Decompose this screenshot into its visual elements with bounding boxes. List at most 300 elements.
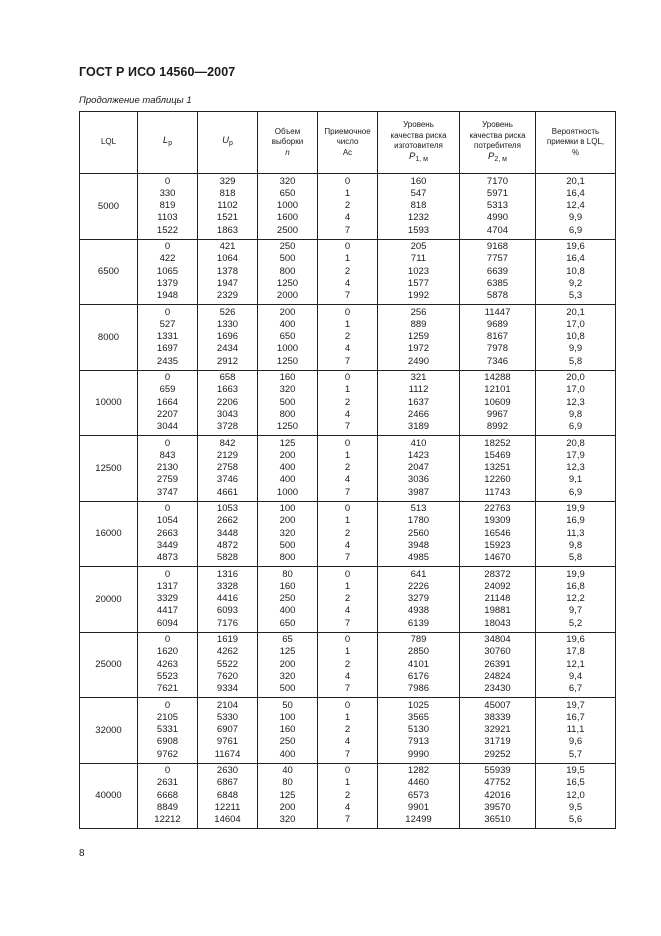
cell-value: 4 [344, 212, 351, 224]
cell-acceptance-number [318, 501, 378, 567]
cell-acceptance-number [318, 305, 378, 371]
cell-value: 9,8 [568, 539, 583, 551]
cell-value: 1 [344, 515, 351, 527]
cell-value: 200 [279, 449, 296, 461]
cell-value: 3987 [407, 486, 430, 498]
cell-value: 200 [279, 658, 296, 670]
table-row [80, 632, 616, 698]
cell-consumer-risk-quality [460, 501, 536, 567]
cell-value: 9,5 [568, 801, 583, 813]
cell-value: 125 [279, 646, 296, 658]
header-consumer-risk-quality: Уровень качества риска потребителя P2, м [460, 112, 536, 174]
table-header-row [80, 112, 616, 174]
cell-value: 3036 [407, 474, 430, 486]
cell-value: 1619 [216, 634, 239, 645]
cell-lql: 25000 [80, 632, 138, 698]
cell-value: 6094 [156, 617, 179, 629]
cell-value: 16,8 [566, 580, 585, 592]
cell-value: 1 [344, 318, 351, 330]
cell-value: 1250 [276, 355, 299, 367]
cell-consumer-risk-quality [460, 763, 536, 829]
cell-value: 125 [279, 789, 296, 801]
cell-value: 500 [279, 683, 296, 695]
cell-value: 818 [410, 200, 427, 212]
cell-value: 100 [279, 503, 296, 514]
cell-value: 1112 [408, 384, 429, 396]
cell-value: 19309 [484, 515, 511, 527]
cell-value: 0 [164, 241, 171, 252]
cell-value: 4 [344, 605, 351, 617]
cell-value: 0 [344, 568, 351, 580]
cell-value: 641 [410, 568, 427, 580]
cell-consumer-risk-quality [460, 370, 536, 436]
table-caption: Продолжение таблицы 1 [79, 95, 192, 106]
cell-value: 2758 [216, 462, 239, 474]
cell-value: 29252 [484, 748, 511, 760]
cell-producer-risk-quality [378, 567, 460, 633]
cell-value: 421 [219, 241, 236, 252]
cell-value: 526 [219, 306, 236, 318]
cell-up [198, 436, 258, 502]
cell-value: 12,3 [566, 396, 585, 408]
cell-value: 818 [219, 187, 236, 199]
cell-value: 0 [164, 765, 171, 776]
cell-value: 2207 [156, 408, 179, 420]
cell-value: 0 [164, 503, 171, 514]
cell-value: 6385 [486, 277, 509, 289]
cell-producer-risk-quality [378, 698, 460, 764]
cell-value: 7 [344, 617, 351, 629]
table-row [80, 174, 616, 240]
cell-value: 2047 [407, 462, 430, 474]
cell-value: 1317 [156, 580, 179, 592]
cell-value: 160 [410, 175, 427, 187]
cell-value: 320 [279, 175, 296, 187]
cell-value: 16,4 [566, 187, 585, 199]
header-producer-risk-quality: Уровень качества риска изготовителя P1, м [378, 112, 460, 174]
cell-value: 3948 [407, 539, 430, 551]
cell-value: 36510 [484, 814, 511, 826]
cell-value: 22763 [484, 503, 511, 514]
cell-value: 12,0 [566, 789, 585, 801]
cell-value: 2 [344, 593, 351, 605]
cell-value: 0 [164, 372, 171, 383]
cell-value: 7 [344, 486, 351, 498]
cell-value: 800 [279, 552, 296, 564]
cell-value: 1948 [156, 290, 179, 302]
cell-sample-size [258, 632, 318, 698]
cell-value: 0 [164, 306, 171, 318]
cell-value: 7 [344, 224, 351, 236]
cell-acceptance-number [318, 239, 378, 305]
cell-value: 4 [344, 736, 351, 748]
cell-value: 13251 [484, 462, 511, 474]
cell-value: 1637 [407, 396, 430, 408]
cell-value: 256 [410, 306, 427, 318]
cell-value: 3728 [216, 421, 239, 433]
cell-lql: 6500 [80, 239, 138, 305]
cell-value: 1316 [216, 568, 239, 580]
cell-lql: 12500 [80, 436, 138, 502]
cell-value: 3189 [407, 421, 430, 433]
cell-value: 5130 [407, 724, 430, 736]
cell-value: 4 [344, 408, 351, 420]
cell-lp [138, 698, 198, 764]
cell-value: 7 [344, 748, 351, 760]
cell-value: 12499 [405, 814, 432, 826]
cell-value: 422 [159, 253, 176, 265]
cell-value: 20,1 [566, 175, 585, 187]
cell-value: 20,1 [566, 306, 585, 318]
cell-sample-size [258, 436, 318, 502]
cell-value: 1025 [407, 699, 430, 711]
cell-up [198, 632, 258, 698]
cell-value: 19,5 [566, 765, 585, 776]
cell-value: 7346 [486, 355, 509, 367]
cell-value: 1992 [407, 290, 430, 302]
cell-value: 500 [279, 539, 296, 551]
cell-value: 5,6 [568, 814, 583, 826]
cell-value: 9,6 [568, 736, 583, 748]
cell-value: 400 [279, 605, 296, 617]
cell-value: 320 [279, 670, 296, 682]
cell-value: 1780 [407, 515, 430, 527]
cell-value: 5828 [216, 552, 239, 564]
cell-value: 42016 [484, 789, 511, 801]
cell-lql: 20000 [80, 567, 138, 633]
cell-value: 200 [279, 801, 296, 813]
cell-value: 17,0 [566, 384, 585, 396]
cell-acceptance-probability [536, 436, 616, 502]
cell-value: 9761 [216, 736, 239, 748]
cell-acceptance-number [318, 763, 378, 829]
cell-value: 7913 [407, 736, 430, 748]
cell-value: 7 [344, 355, 351, 367]
cell-sample-size [258, 501, 318, 567]
cell-producer-risk-quality [378, 305, 460, 371]
cell-value: 3043 [216, 408, 239, 420]
cell-producer-risk-quality [378, 501, 460, 567]
cell-value: 843 [159, 449, 176, 461]
cell-lp [138, 174, 198, 240]
cell-value: 7 [344, 683, 351, 695]
cell-value: 0 [344, 372, 351, 383]
cell-acceptance-probability [536, 632, 616, 698]
cell-value: 1 [344, 449, 351, 461]
cell-value: 7986 [407, 683, 430, 695]
cell-value: 320 [279, 384, 296, 396]
cell-value: 9762 [156, 748, 179, 760]
cell-value: 2129 [216, 449, 239, 461]
cell-value: 6639 [486, 265, 509, 277]
cell-value: 1259 [407, 331, 430, 343]
cell-up [198, 370, 258, 436]
cell-value: 6668 [156, 789, 179, 801]
cell-value: 0 [344, 765, 351, 776]
cell-value: 50 [282, 699, 293, 711]
cell-value: 1103 [157, 212, 178, 224]
cell-value: 19,6 [566, 634, 585, 645]
cell-value: 6908 [156, 736, 179, 748]
cell-value: 12,1 [566, 658, 585, 670]
cell-value: 4101 [407, 658, 430, 670]
cell-value: 0 [164, 175, 171, 187]
cell-value: 3747 [156, 486, 179, 498]
cell-value: 34804 [484, 634, 511, 645]
cell-value: 1663 [216, 384, 239, 396]
cell-value: 11,3 [566, 527, 585, 539]
cell-value: 80 [282, 568, 293, 580]
cell-value: 0 [344, 241, 351, 252]
cell-value: 6,9 [568, 486, 583, 498]
cell-value: 1065 [156, 265, 179, 277]
cell-sample-size [258, 763, 318, 829]
cell-value: 3329 [156, 593, 179, 605]
cell-consumer-risk-quality [460, 436, 536, 502]
cell-value: 3449 [156, 539, 179, 551]
cell-value: 4 [344, 343, 351, 355]
cell-value: 1 [344, 384, 351, 396]
cell-value: 2000 [276, 290, 299, 302]
cell-value: 250 [279, 736, 296, 748]
cell-acceptance-probability [536, 763, 616, 829]
cell-value: 9,8 [568, 408, 583, 420]
cell-sample-size [258, 567, 318, 633]
cell-value: 6573 [407, 789, 430, 801]
cell-value: 16,4 [566, 253, 585, 265]
cell-value: 0 [164, 699, 171, 711]
cell-value: 0 [344, 437, 351, 449]
cell-value: 10,8 [566, 331, 585, 343]
cell-lql: 8000 [80, 305, 138, 371]
cell-value: 1282 [407, 765, 430, 776]
cell-value: 9689 [486, 318, 509, 330]
cell-value: 5878 [486, 290, 509, 302]
cell-value: 2 [344, 331, 351, 343]
cell-value: 1250 [276, 277, 299, 289]
cell-value: 1696 [216, 331, 239, 343]
cell-producer-risk-quality [378, 174, 460, 240]
cell-sample-size [258, 698, 318, 764]
cell-value: 4 [344, 539, 351, 551]
cell-value: 3279 [407, 593, 430, 605]
cell-acceptance-probability [536, 501, 616, 567]
cell-value: 2912 [216, 355, 239, 367]
cell-value: 4263 [156, 658, 179, 670]
cell-value: 3565 [407, 711, 430, 723]
cell-value: 14604 [214, 814, 241, 826]
cell-lp [138, 567, 198, 633]
cell-value: 0 [164, 568, 171, 580]
cell-producer-risk-quality [378, 763, 460, 829]
cell-up [198, 174, 258, 240]
cell-value: 9,1 [568, 474, 583, 486]
cell-value: 9901 [407, 801, 430, 813]
cell-value: 4 [344, 801, 351, 813]
cell-value: 17,9 [566, 449, 585, 461]
cell-lql: 32000 [80, 698, 138, 764]
cell-value: 12,2 [566, 593, 585, 605]
cell-value: 9990 [407, 748, 430, 760]
cell-value: 16546 [484, 527, 511, 539]
cell-value: 4985 [407, 552, 430, 564]
cell-value: 400 [279, 474, 296, 486]
cell-value: 0 [344, 699, 351, 711]
cell-value: 7 [344, 552, 351, 564]
cell-value: 2104 [216, 699, 239, 711]
cell-value: 205 [410, 241, 427, 252]
cell-value: 38339 [484, 711, 511, 723]
cell-value: 1 [344, 580, 351, 592]
cell-value: 80 [282, 777, 293, 789]
cell-value: 2490 [407, 355, 430, 367]
cell-value: 5,2 [568, 617, 583, 629]
cell-value: 1064 [216, 253, 239, 265]
cell-value: 4 [344, 277, 351, 289]
table-row [80, 763, 616, 829]
cell-lql: 40000 [80, 763, 138, 829]
cell-value: 1 [344, 646, 351, 658]
cell-value: 100 [279, 711, 296, 723]
cell-value: 1522 [156, 224, 179, 236]
cell-value: 7176 [216, 617, 239, 629]
cell-value: 5971 [486, 187, 509, 199]
cell-value: 650 [279, 331, 296, 343]
cell-value: 2435 [156, 355, 179, 367]
cell-value: 2 [344, 658, 351, 670]
cell-value: 842 [219, 437, 236, 449]
cell-value: 12,3 [566, 462, 585, 474]
cell-acceptance-probability [536, 698, 616, 764]
cell-consumer-risk-quality [460, 305, 536, 371]
cell-value: 658 [219, 372, 236, 383]
table-row [80, 239, 616, 305]
cell-value: 17,0 [566, 318, 585, 330]
cell-value: 1000 [276, 343, 299, 355]
cell-consumer-risk-quality [460, 632, 536, 698]
cell-value: 0 [344, 306, 351, 318]
cell-value: 19881 [484, 605, 511, 617]
cell-value: 11743 [484, 486, 511, 498]
cell-value: 1521 [216, 212, 239, 224]
cell-value: 711 [410, 253, 427, 265]
cell-consumer-risk-quality [460, 239, 536, 305]
cell-value: 9967 [486, 408, 509, 420]
cell-acceptance-number [318, 567, 378, 633]
header-lp: Lp [138, 112, 198, 174]
cell-value: 9168 [486, 241, 509, 252]
cell-value: 3044 [156, 421, 179, 433]
cell-up [198, 305, 258, 371]
table-row [80, 370, 616, 436]
cell-value: 1379 [156, 277, 179, 289]
cell-value: 2 [344, 462, 351, 474]
cell-value: 1 [344, 187, 351, 199]
cell-value: 1000 [276, 486, 299, 498]
cell-value: 6093 [216, 605, 239, 617]
cell-acceptance-probability [536, 370, 616, 436]
cell-value: 4873 [156, 552, 179, 564]
cell-value: 2662 [216, 515, 239, 527]
cell-value: 2 [344, 265, 351, 277]
cell-lp [138, 501, 198, 567]
cell-value: 9,7 [568, 605, 583, 617]
cell-value: 5330 [216, 711, 239, 723]
cell-value: 2130 [156, 462, 179, 474]
cell-value: 2631 [156, 777, 179, 789]
cell-value: 2630 [216, 765, 239, 776]
cell-value: 500 [279, 253, 296, 265]
cell-value: 329 [219, 175, 236, 187]
cell-value: 160 [279, 724, 296, 736]
header-lql: LQL [80, 112, 138, 174]
cell-value: 889 [410, 318, 427, 330]
cell-lp [138, 239, 198, 305]
cell-value: 2500 [276, 224, 299, 236]
table-body [80, 174, 616, 829]
cell-value: 2206 [216, 396, 239, 408]
cell-value: 2850 [407, 646, 430, 658]
cell-value: 5,8 [568, 355, 583, 367]
cell-value: 1664 [156, 396, 179, 408]
cell-consumer-risk-quality [460, 698, 536, 764]
cell-value: 650 [279, 617, 296, 629]
cell-value: 11,1 [566, 724, 585, 736]
cell-value: 6848 [216, 789, 239, 801]
cell-value: 9,9 [568, 343, 583, 355]
cell-value: 6,9 [568, 224, 583, 236]
cell-value: 400 [279, 318, 296, 330]
cell-value: 2105 [156, 711, 179, 723]
cell-value: 659 [159, 384, 176, 396]
cell-value: 1577 [407, 277, 430, 289]
cell-value: 12,4 [566, 200, 585, 212]
cell-value: 1378 [216, 265, 239, 277]
cell-value: 0 [344, 175, 351, 187]
cell-value: 1000 [276, 200, 299, 212]
cell-value: 400 [279, 462, 296, 474]
cell-value: 1947 [216, 277, 239, 289]
cell-acceptance-probability [536, 305, 616, 371]
cell-value: 1102 [217, 200, 238, 212]
cell-value: 47752 [484, 777, 511, 789]
cell-acceptance-number [318, 698, 378, 764]
cell-value: 800 [279, 408, 296, 420]
cell-value: 1330 [216, 318, 239, 330]
cell-acceptance-number [318, 174, 378, 240]
cell-value: 4704 [486, 224, 509, 236]
cell-value: 21148 [484, 593, 511, 605]
cell-acceptance-probability [536, 174, 616, 240]
cell-value: 1972 [407, 343, 430, 355]
cell-value: 31719 [484, 736, 511, 748]
cell-value: 23430 [484, 683, 511, 695]
cell-value: 14670 [484, 552, 511, 564]
cell-value: 4938 [407, 605, 430, 617]
cell-consumer-risk-quality [460, 174, 536, 240]
cell-value: 32921 [484, 724, 511, 736]
cell-value: 16,7 [566, 711, 585, 723]
cell-value: 1 [344, 777, 351, 789]
cell-value: 10609 [484, 396, 511, 408]
cell-lp [138, 763, 198, 829]
cell-value: 4460 [407, 777, 430, 789]
cell-value: 9,2 [568, 277, 583, 289]
cell-value: 12260 [484, 474, 511, 486]
cell-value: 2226 [407, 580, 430, 592]
table-row [80, 501, 616, 567]
cell-value: 5523 [156, 670, 179, 682]
